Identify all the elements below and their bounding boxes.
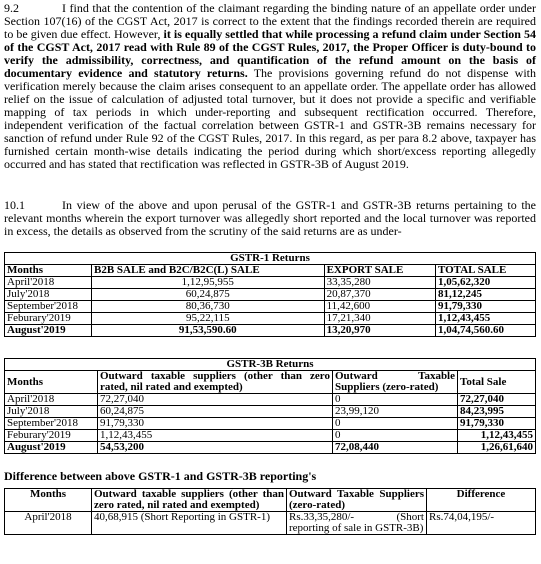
column-header: TOTAL SALE [435, 265, 535, 277]
column-header: B2B SALE and B2C/B2C(L) SALE [92, 265, 325, 277]
cell-month: April'2018 [5, 394, 98, 406]
paragraph-10-1 [4, 199, 536, 238]
cell-value: 1,12,95,955 [92, 277, 325, 289]
cell-month: July'2018 [5, 406, 98, 418]
paragraph-number: 10.1 [4, 198, 25, 212]
paragraph-text-bold: it is equally settled that while processing a refund claim under Section 54 of the CGST Act, 2017 read with Rule 89 of the CGST Rules, 2017, the Proper Officer is duty-bound to verify the admissibility, correctness, and quantification of the refund amount on the basis of documentary evidence and statutory returns. [4, 27, 536, 80]
cell-value: Rs.33,35,280/- (Short reporting of sale in GSTR-3B) [287, 512, 427, 535]
cell-value: 72,27,040 [98, 394, 333, 406]
table-row [5, 277, 536, 289]
cell-value: 81,12,245 [435, 289, 535, 301]
table-row [5, 512, 536, 535]
table-row [5, 313, 536, 325]
column-header: Outward Taxable Suppliers (zero-rated) [287, 489, 427, 512]
cell-month: August'2019 [5, 442, 98, 454]
cell-value: 95,22,115 [92, 313, 325, 325]
cell-value: 54,53,200 [98, 442, 333, 454]
cell-month: August'2019 [5, 325, 92, 337]
cell-value: 91,53,590.60 [92, 325, 325, 337]
cell-month: September'2018 [5, 301, 92, 313]
table-row [5, 301, 536, 313]
column-header: Months [5, 489, 92, 512]
cell-value: 91,79,330 [98, 418, 333, 430]
cell-month: Feburary'2019 [5, 313, 92, 325]
gstr3b-table [4, 358, 536, 454]
column-header: Outward taxable suppliers (other than zero rated, nil rated and exempted) [92, 489, 287, 512]
cell-value: 11,42,600 [324, 301, 435, 313]
cell-value: 1,12,43,455 [458, 430, 536, 442]
cell-value: 20,87,370 [324, 289, 435, 301]
column-header: Outward taxable suppliers (other than zero rated, nil rated and exempted) [98, 371, 333, 394]
difference-table [4, 488, 536, 535]
table-row [5, 442, 536, 454]
cell-value: 60,24,875 [92, 289, 325, 301]
difference-heading: Difference between above GSTR-1 and GSTR-3B reporting's [4, 469, 317, 483]
cell-value: 0 [333, 418, 458, 430]
cell-value: 13,20,970 [324, 325, 435, 337]
cell-value: 80,36,730 [92, 301, 325, 313]
cell-value: 1,12,43,455 [435, 313, 535, 325]
cell-value: 72,08,440 [333, 442, 458, 454]
cell-value: 0 [333, 430, 458, 442]
cell-month: September'2018 [5, 418, 98, 430]
cell-value: 0 [333, 394, 458, 406]
cell-value: 17,21,340 [324, 313, 435, 325]
column-header: Total Sale [458, 371, 536, 394]
cell-value: 84,23,995 [458, 406, 536, 418]
cell-value: 40,68,915 (Short Reporting in GSTR-1) [92, 512, 287, 535]
cell-value: 1,12,43,455 [98, 430, 333, 442]
table-caption: GSTR-1 Returns [5, 253, 536, 265]
cell-month: April'2018 [5, 512, 92, 535]
cell-value: 91,79,330 [458, 418, 536, 430]
cell-month: April'2018 [5, 277, 92, 289]
column-header: Difference [427, 489, 536, 512]
cell-value: Rs.74,04,195/- [427, 512, 536, 535]
table-row [5, 430, 536, 442]
column-header: EXPORT SALE [324, 265, 435, 277]
column-header: Outward Taxable Suppliers (zero-rated) [333, 371, 458, 394]
paragraph-number: 9.2 [4, 1, 19, 15]
cell-value: 33,35,280 [324, 277, 435, 289]
paragraph-text: In view of the above and upon perusal of the GSTR-1 and GSTR-3B returns pertaining to the relevant months wherein the export turnover was allegedly short reported and the local turnover was reported in excess, the details as observed from the scrutiny of the said returns are as under- [4, 198, 536, 238]
gstr1-table [4, 252, 536, 337]
paragraph-9-2 [4, 2, 536, 171]
table-row [5, 418, 536, 430]
cell-month: Feburary'2019 [5, 430, 98, 442]
table-row [5, 394, 536, 406]
cell-value: 1,05,62,320 [435, 277, 535, 289]
cell-value: 1,04,74,560.60 [435, 325, 535, 337]
cell-value: 91,79,330 [435, 301, 535, 313]
table-row [5, 289, 536, 301]
paragraph-text-a: I find that the contention of the claimant regarding the binding nature of an appellate order under Section 107(16) of the CGST Act, 2017 is correct to the extent that the findings recorded therein are required to be given due effect. However, [4, 1, 536, 41]
paragraph-text-b: The provisions governing refund do not dispense with verification merely because the claim arises consequent to an appellate order. The appellate order has allowed relief on the issue of calculation of adjusted total turnover, but it does not provide a specific and verifiable mapping of tax periods in which under-reporting and subsequent rectification occurred. Therefore, independent verification of the factual correlation between GSTR-1 and GSTR-3B remains necessary for sanction of refund under Rule 92 of the CGST Rules, 2017. In this regard, as per para 8.2 above, taxpayer has furnished certain month-wise details indicating the period during which short/excess reporting allegedly occurred and has stated that rectification was reflected in GSTR-3B of August 2019. [4, 66, 536, 171]
column-header: Months [5, 371, 98, 394]
column-header: Months [5, 265, 92, 277]
cell-value: 60,24,875 [98, 406, 333, 418]
table-row [5, 325, 536, 337]
table-row [5, 406, 536, 418]
table-caption: GSTR-3B Returns [5, 359, 536, 371]
cell-month: July'2018 [5, 289, 92, 301]
cell-value: 23,99,120 [333, 406, 458, 418]
cell-value: 1,26,61,640 [458, 442, 536, 454]
cell-value: 72,27,040 [458, 394, 536, 406]
